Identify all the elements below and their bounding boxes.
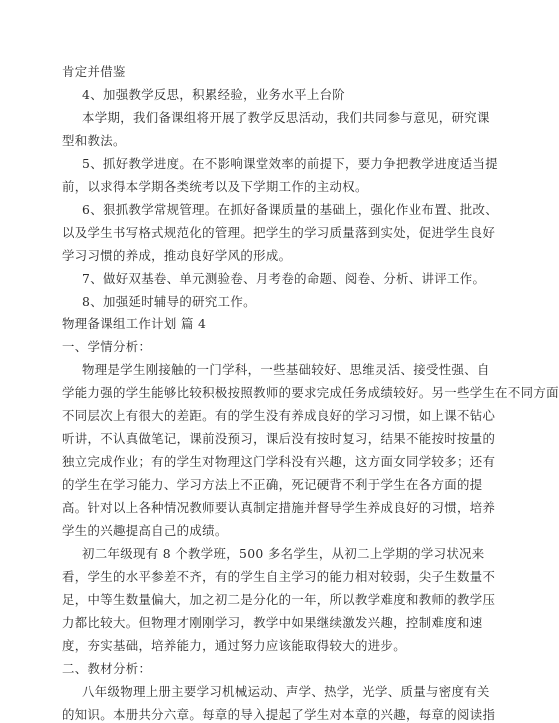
- text-line: 型和教法。: [62, 133, 126, 148]
- text-line: 度，夯实基础，培养能力，通过努力应该能取得较大的进步。: [62, 638, 406, 653]
- text-line: 的学生在学习能力、学习方法上不正确，死记硬背不利于学生在各方面的提: [62, 477, 483, 492]
- text-line: 以及学生书写格式规范化的管理。把学生的学习质量落到实处，促进学生良好: [62, 225, 496, 240]
- text-line: 学生的兴趣提高自己的成绩。: [62, 523, 228, 538]
- text-line: 听讲，不认真做笔记，课前没预习，课后没有按时复习，结果不能按时按量的: [62, 431, 496, 446]
- text-line: 不同层次上有很大的差距。有的学生没有养成良好的学习习惯，如上课不钻心: [62, 408, 496, 423]
- text-line: 8、加强延时辅导的研究工作。: [82, 294, 256, 309]
- text-line: 足，中等生数量偏大，加之初二是分化的一年，所以教学难度和教师的教学压: [62, 592, 496, 607]
- text-line: 的知识。本册共分六章。每章的导入提起了学生对本章的兴趣，每章的阅读指: [62, 707, 496, 722]
- text-line: 5、抓好教学进度。在不影响课堂效率的前提下，要力争把教学进度适当提: [82, 156, 498, 171]
- text-line: 高。针对以上各种情况教师要认真制定措施并督导学生养成良好的习惯，培养: [62, 500, 496, 515]
- text-line: 前，以求得本学期各类统考以及下学期工作的主动权。: [62, 179, 368, 194]
- text-line: 物理是学生刚接触的一门学科，一些基础较好、思维灵活、接受性强、自: [82, 362, 490, 377]
- text-line: 4、加强教学反思，积累经验，业务水平上台阶: [82, 87, 346, 102]
- text-line: 本学期，我们备课组将开展了教学反思活动，我们共同参与意见，研究课: [82, 110, 490, 125]
- text-line: 物理备课组工作计划 篇 4: [62, 316, 207, 331]
- text-line: 肯定并借鉴: [62, 64, 126, 79]
- text-line: 看，学生的水平参差不齐，有的学生自主学习的能力相对较弱，尖子生数量不: [62, 569, 496, 584]
- text-line: 八年级物理上册主要学习机械运动、声学、热学，光学、质量与密度有关: [82, 684, 490, 699]
- text-line: 二、教材分析：: [62, 661, 152, 676]
- text-line: 学能力强的学生能够比较积极按照教师的要求完成任务成绩较好。另一些学生在不同方面: [62, 385, 559, 400]
- text-line: 独立完成作业；有的学生对物理这门学科没有兴趣，这方面女同学较多；还有: [62, 454, 496, 469]
- text-line: 6、狠抓教学常规管理。在抓好备课质量的基础上，强化作业布置、批改、: [82, 202, 498, 217]
- text-line: 学习习惯的养成，推动良好学风的形成。: [62, 248, 292, 263]
- text-line: 7、做好双基卷、单元测验卷、月考卷的命题、阅卷、分析、讲评工作。: [82, 271, 486, 286]
- text-line: 一、学情分析：: [62, 339, 152, 354]
- text-line: 初二年级现有 8 个教学班，500 多名学生，从初二上学期的学习状况来: [82, 546, 485, 561]
- text-line: 力都比较大。但物理才刚刚学习，教学中如果继续激发兴趣，控制难度和速: [62, 615, 483, 630]
